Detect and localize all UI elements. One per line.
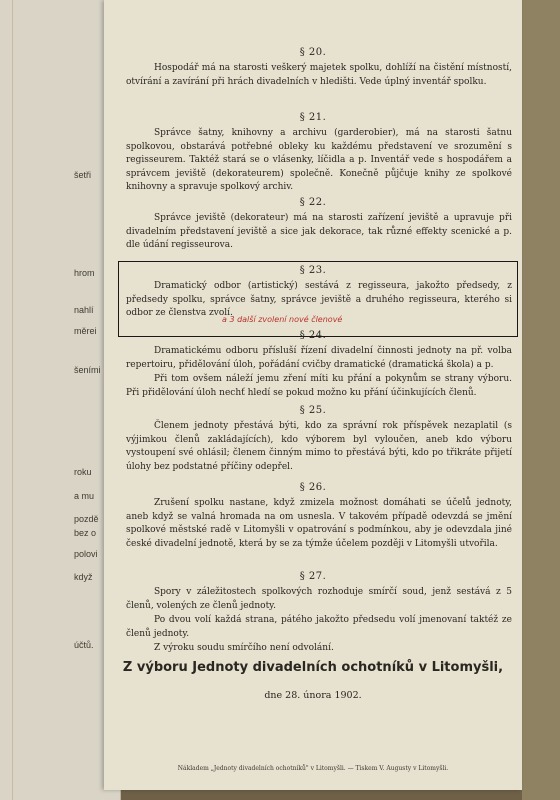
printed-page — [104, 0, 522, 790]
section-paragraph: Hospodář má na starosti veškerý majetek spolku, dohlíží na čistění místností, otvírání a zavírání při hrách divadelních v hledišti. Vede úplný inventář spolku. — [126, 63, 512, 87]
section-paragraph: Dramatickému odboru přísluší řízení divadelní činnosti jednoty na př. volba repertoiru, přidělování úloh, pořádání cvičby dramatické (dramatická škola) a p. — [126, 346, 512, 370]
side-word: roku — [74, 467, 92, 477]
section-heading: § 22. — [299, 197, 327, 208]
section-paragraph: Při tom ovšem náleží jemu zření míti ku přání a pokynům se strany výboru. Při přidělování úloh nechť hledí se pokud možno ku přání účinkujících členů. — [126, 374, 512, 398]
section-heading: § 26. — [299, 482, 327, 493]
side-word: polovi — [74, 549, 98, 559]
section-heading: § 23. — [299, 265, 327, 276]
side-word: měrei — [74, 326, 97, 336]
signature-heading: Z výboru Jednoty divadelních ochotníků v Litomyšli, — [122, 660, 504, 675]
handwritten-note: a 3 další zvolení nové členové — [222, 315, 343, 324]
section-paragraph: Správce jeviště (dekorateur) má na starosti zařízení jeviště a upravuje při divadelním představení jeviště a sice jak dekorace, tak různé effekty scenické a p. dle údání regisseurova. — [126, 213, 512, 251]
ledger-margin-line — [6, 0, 13, 800]
section-paragraph: Po dvou volí každá strana, pátého jakožto předsedu volí jmenovaní taktéž ze členů jednoty. — [126, 615, 512, 639]
section-paragraph: Z výroku soudu smírčího není odvolání. — [154, 643, 334, 653]
book-edge — [522, 0, 560, 800]
side-word: pozdě — [74, 514, 99, 524]
side-word: bez o — [74, 528, 97, 538]
section-heading: § 21. — [299, 112, 327, 123]
section-heading: § 25. — [299, 405, 327, 416]
side-word: účtů. — [74, 640, 94, 650]
side-word: nahlí — [74, 305, 94, 315]
section-heading: § 24. — [299, 330, 327, 341]
document-date: dne 28. února 1902. — [264, 690, 362, 701]
section-heading: § 27. — [299, 571, 327, 582]
section-paragraph: Zrušení spolku nastane, když zmizela možnost domáhati se účelů jednoty, aneb když se valná hromada na om usnesla. V takovém případě odevzdá se jmění spolkové městské radě v Litomyšli v opatrování s podmínkou, aby je odevzdala jiné české divadelní jednotě, která by se za týmže účelem později v Litomyšli utvořila. — [126, 498, 512, 549]
section-heading: § 20. — [299, 47, 327, 58]
section-paragraph: Dramatický odbor (artistický) sestává z regisseura, jakožto předsedy, z předsedy spolku, správce šatny, správce jeviště a druhého regisseura, kterého si odbor ze členstva zvolí. — [126, 281, 512, 319]
side-word: šetři — [74, 170, 92, 180]
printer-imprint: Nákladem „Jednoty divadelních ochotníků" v Litomyšli. — Tiskem V. Augusty v Litomyšli. — [177, 765, 449, 772]
underlying-ledger-page — [0, 0, 121, 800]
side-word: když — [74, 572, 93, 582]
section-paragraph: Správce šatny, knihovny a archivu (garderobier), má na starosti šatnu spolkovou, obstarává potřebné obleky ku každému představení ve srozumění s regisseurem. Taktéž stará se o vlásenky, líčidla a p. Inventář vede s hospodářem a správcem jeviště (dekorateurem) společně. Konečně půjčuje knihy ze spolkové knihovny a spravuje spolkový archiv. — [126, 128, 512, 193]
section-paragraph: Členem jednoty přestává býti, kdo za správní rok příspěvek nezaplatil (s výjimkou členů zakládajících), kdo výborem byl vyloučen, aneb kdo výboru vystoupení své ohlásil; členem činným mimo to přestává býti, kdo po třikráte přijetí úlohy bez podstatné příčiny odepřel. — [126, 421, 512, 472]
side-word: hrom — [74, 268, 95, 278]
side-word: a mu — [74, 491, 95, 501]
side-word: šeními — [74, 365, 101, 375]
section-paragraph: Spory v záležitostech spolkových rozhoduje smírčí soud, jenž sestává z 5 členů, volených ze členů jednoty. — [126, 587, 512, 611]
